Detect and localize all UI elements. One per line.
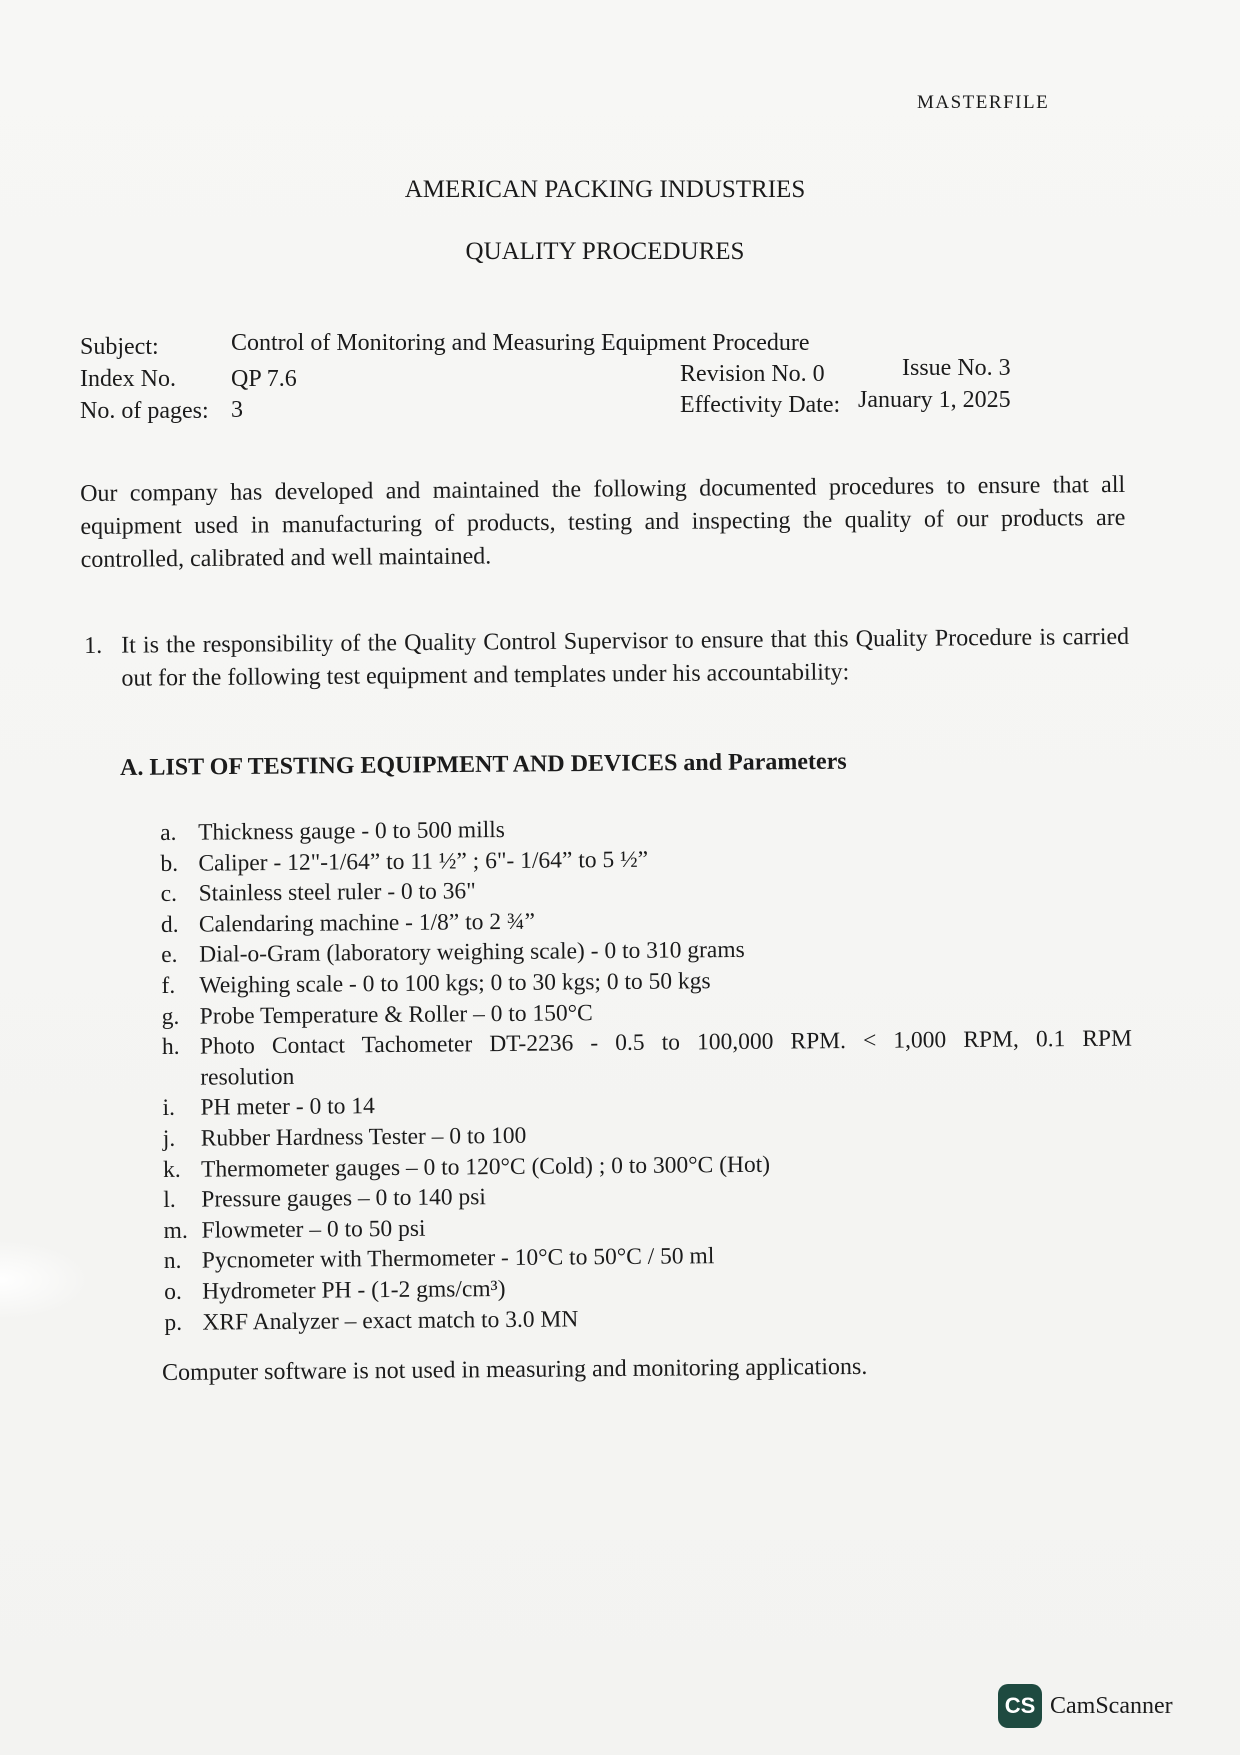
item-number: 1. bbox=[84, 632, 103, 659]
pages-value: 3 bbox=[231, 397, 243, 423]
list-item-letter: k. bbox=[162, 1156, 181, 1183]
scan-smudge bbox=[0, 1240, 90, 1320]
list-item-letter: n. bbox=[163, 1248, 182, 1275]
effectivity-value: January 1, 2025 bbox=[858, 387, 1011, 413]
index-label: Index No. bbox=[80, 366, 176, 392]
list-item-letter: o. bbox=[164, 1278, 182, 1305]
list-item-letter: j. bbox=[162, 1125, 176, 1152]
item-text: It is the responsibility of the Quality Control Supervisor to ensure that this Quality Procedure is carried out for the following test equipment and templates under his accountability: bbox=[121, 623, 1130, 692]
pages-label: No. of pages: bbox=[80, 398, 209, 424]
list-item-text: Weighing scale - 0 to 100 kgs; 0 to 30 kgs; 0 to 50 kgs bbox=[199, 968, 711, 999]
list-item-text: Dial-o-Gram (laboratory weighing scale) - 0 to 310 grams bbox=[199, 937, 745, 969]
list-item-letter: l. bbox=[163, 1187, 176, 1214]
list-item-text-continued: resolution bbox=[200, 1063, 295, 1091]
list-item-text: Thickness gauge - 0 to 500 mills bbox=[198, 816, 505, 846]
list-item-text: Thermometer gauges – 0 to 120°C (Cold) ; 0 to 300°C (Hot) bbox=[200, 1151, 771, 1183]
index-value: QP 7.6 bbox=[231, 366, 297, 392]
list-item-letter: h. bbox=[161, 1033, 180, 1061]
list-item-text: Pressure gauges – 0 to 140 psi bbox=[201, 1184, 487, 1213]
list-item-text: Pycnometer with Thermometer - 10°C to 50°C / 50 ml bbox=[201, 1243, 715, 1274]
list-item-letter: c. bbox=[160, 881, 178, 908]
list-item-letter: p. bbox=[164, 1309, 183, 1336]
list-item-text: Probe Temperature & Roller – 0 to 150°C bbox=[199, 999, 593, 1030]
list-item-text: PH meter - 0 to 14 bbox=[200, 1093, 375, 1122]
intro-paragraph: Our company has developed and maintained the following documented procedures to ensure that all equipment used in manufacturing of products, testing and inspecting the quality of our products are controlled, calibrated and well maintained. bbox=[80, 471, 1126, 573]
camscanner-watermark-text: CamScanner bbox=[1050, 1693, 1173, 1719]
list-item-letter: f. bbox=[161, 972, 176, 999]
revision-number: Revision No. 0 bbox=[680, 361, 825, 387]
effectivity-label: Effectivity Date: bbox=[680, 392, 841, 418]
list-item-letter: g. bbox=[161, 1003, 180, 1030]
list-item-text: Rubber Hardness Tester – 0 to 100 bbox=[200, 1122, 527, 1152]
list-item-text: Hydrometer PH - (1-2 gms/cm³) bbox=[202, 1275, 506, 1305]
list-item-letter: e. bbox=[161, 942, 178, 969]
numbered-item-1 bbox=[84, 621, 1130, 696]
list-item-text: Caliper - 12"-1/64” to 11 ½” ; 6"- 1/64” to 5 ½” bbox=[198, 846, 649, 877]
list-item-text: Stainless steel ruler - 0 to 36" bbox=[198, 878, 476, 907]
camscanner-logo-icon: CS bbox=[998, 1684, 1042, 1728]
closing-statement: Computer software is not used in measuring and monitoring applications. bbox=[162, 1353, 868, 1386]
masterfile-label: MASTERFILE bbox=[917, 92, 1050, 113]
list-item-text: XRF Analyzer – exact match to 3.0 MN bbox=[202, 1305, 579, 1336]
list-item-letter: b. bbox=[160, 850, 179, 877]
subject-label: Subject: bbox=[80, 334, 159, 360]
list-item-letter: m. bbox=[163, 1217, 188, 1244]
document-type-title: QUALITY PROCEDURES bbox=[465, 238, 745, 265]
list-item-letter: a. bbox=[160, 819, 177, 846]
list-item-text: Flowmeter – 0 to 50 psi bbox=[201, 1215, 426, 1244]
equipment-list bbox=[160, 810, 1135, 1339]
list-item-letter: d. bbox=[160, 911, 179, 938]
issue-number: Issue No. 3 bbox=[902, 355, 1011, 381]
section-a-heading: A. LIST OF TESTING EQUIPMENT AND DEVICES and Parameters bbox=[120, 748, 847, 781]
subject-value: Control of Monitoring and Measuring Equipment Procedure bbox=[231, 330, 810, 356]
list-item-text: Calendaring machine - 1/8” to 2 ¾” bbox=[198, 908, 536, 938]
list-item-text: Photo Contact Tachometer DT-2236 - 0.5 to 100,000 RPM. < 1,000 RPM, 0.1 RPM bbox=[199, 1025, 1133, 1060]
list-item-letter: i. bbox=[162, 1095, 176, 1122]
company-title: AMERICAN PACKING INDUSTRIES bbox=[404, 176, 806, 203]
